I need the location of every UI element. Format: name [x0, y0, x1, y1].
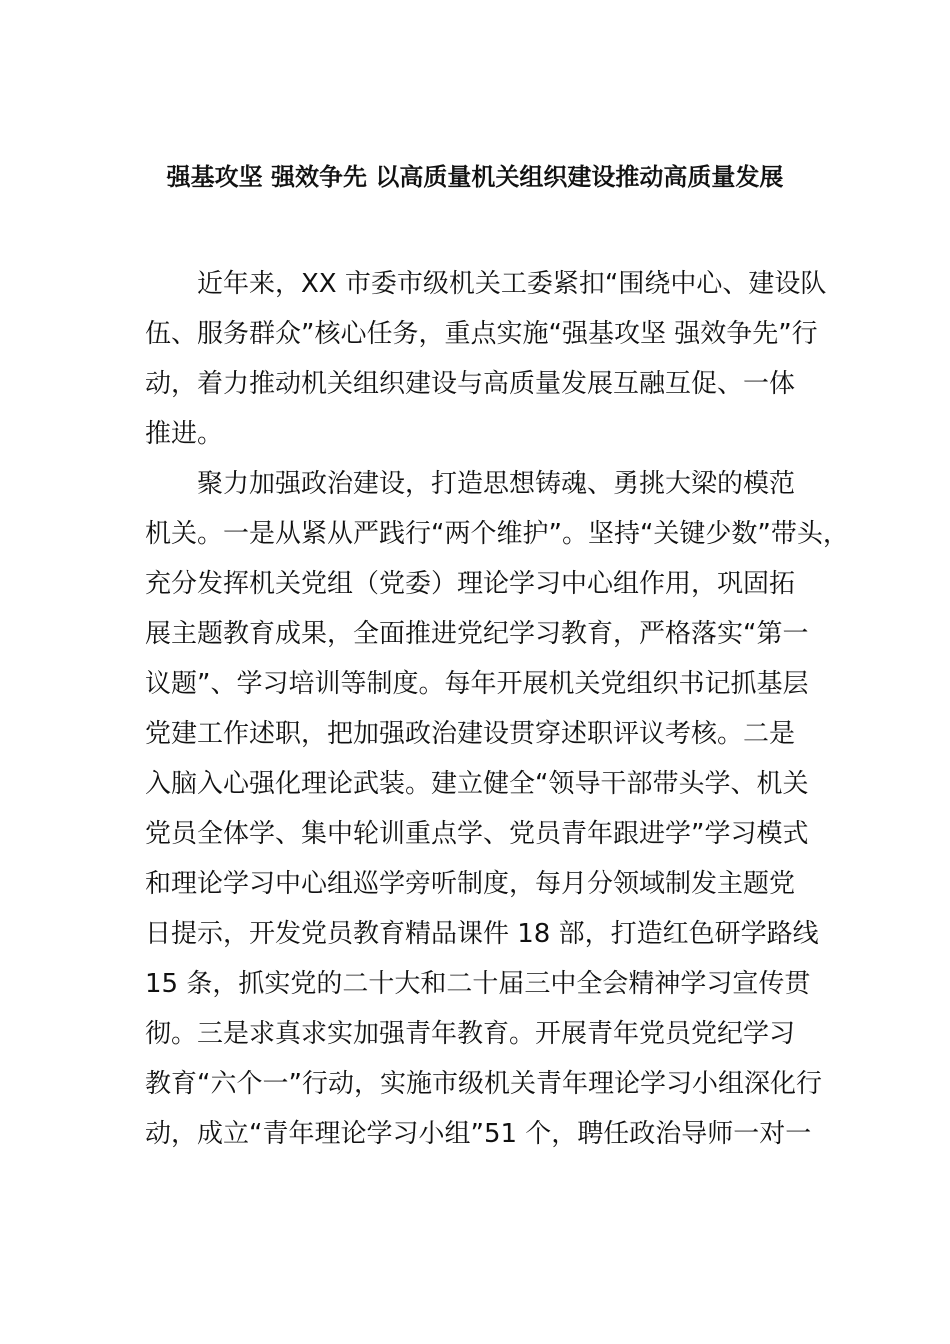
paragraph-2-line-13: 教育“六个一”行动，实施市级机关青年理论学习小组深化行 [145, 1069, 822, 1099]
paragraph-2-line-8: 党员全体学、集中轮训重点学、党员青年跟进学”学习模式 [145, 819, 809, 849]
paragraph-2-line-6: 党建工作述职，把加强政治建设贯穿述职评议考核。二是 [145, 719, 796, 749]
paragraph-2-line-5: 议题”、学习培训等制度。每年开展机关党组织书记抓基层 [145, 669, 809, 699]
paragraph-2-line-1: 聚力加强政治建设，打造思想铸魂、勇挑大梁的模范 [197, 469, 796, 499]
paragraph-2-line-9: 和理论学习中心组巡学旁听制度，每月分领域制发主题党 [145, 869, 796, 899]
paragraph-1-line-3: 动，着力推动机关组织建设与高质量发展互融互促、一体 [145, 369, 796, 399]
paragraph-2-line-11: 15 条，抓实党的二十大和二十届三中全会精神学习宣传贯 [145, 969, 811, 999]
paragraph-1-line-2: 伍、服务群众”核心任务，重点实施“强基攻坚 强效争先”行 [145, 319, 818, 349]
paragraph-2-line-7: 入脑入心强化理论武装。建立健全“领导干部带头学、机关 [145, 769, 809, 799]
paragraph-1-line-4: 推进。 [145, 419, 224, 449]
document-body [145, 259, 849, 1159]
paragraph-2-line-4: 展主题教育成果，全面推进党纪学习教育，严格落实“第一 [145, 619, 809, 649]
paragraph-1-line-1: 近年来，XX 市委市级机关工委紧扣“围绕中心、建设队 [197, 269, 827, 299]
paragraph-2-line-12: 彻。三是求真求实加强青年教育。开展青年党员党纪学习 [145, 1019, 796, 1049]
paragraph-2-line-2: 机关。一是从紧从严践行“两个维护”。坚持“关键少数”带头， [145, 519, 849, 549]
paragraph-2-line-10: 日提示，开发党员教育精品课件 18 部，打造红色研学路线 [145, 919, 819, 949]
document-title: 强基攻坚 强效争先 以高质量机关组织建设推动高质量发展 [166, 163, 784, 191]
paragraph-2-line-14: 动，成立“青年理论学习小组”51 个，聘任政治导师一对一 [145, 1119, 812, 1149]
paragraph-2-line-3: 充分发挥机关党组（党委）理论学习中心组作用，巩固拓 [145, 569, 796, 599]
